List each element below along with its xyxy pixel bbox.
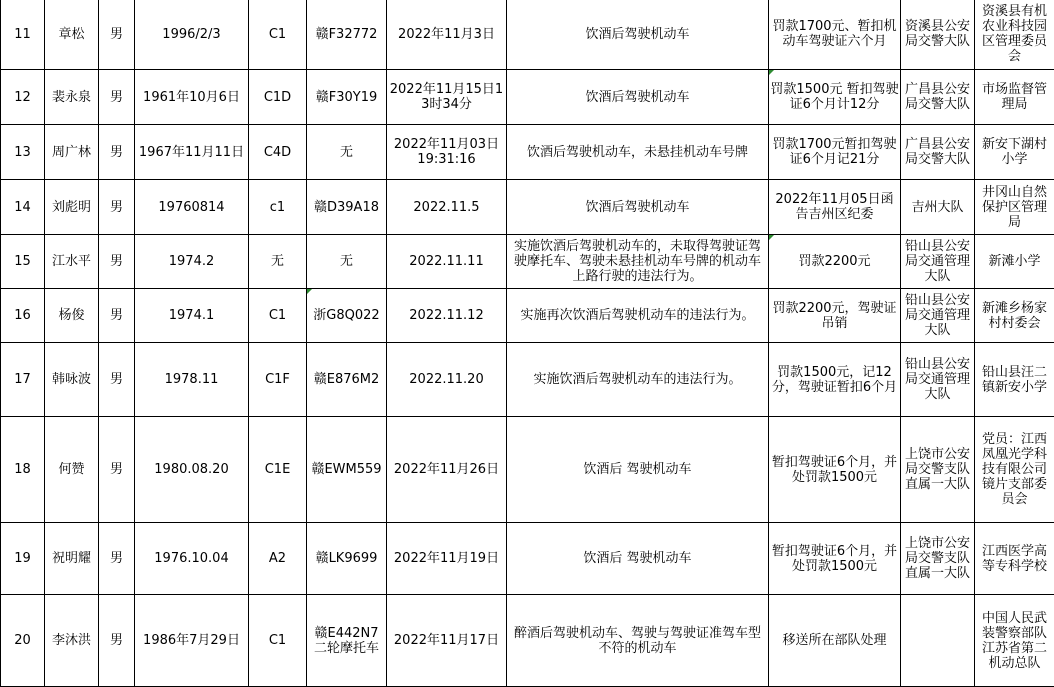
birth-date-cell: 1961年10月6日 xyxy=(135,70,249,125)
name-cell: 杨俊 xyxy=(45,289,99,343)
offense-cell: 实施饮酒后驾驶机动车的，未取得驾驶证驾驶摩托车、驾驶未悬挂机动车号牌的机动车上路行驶的违法行为。 xyxy=(507,235,769,289)
offense-cell: 饮酒后驾驶机动车 xyxy=(507,180,769,235)
table-row xyxy=(1,289,1054,343)
penalty-cell: 暂扣驾驶证6个月，并处罚款1500元 xyxy=(769,523,901,595)
plate-number-cell: 赣F32772 xyxy=(307,0,387,70)
table-row xyxy=(1,125,1054,180)
offense-cell: 饮酒后驾驶机动车，未悬挂机动车号牌 xyxy=(507,125,769,180)
birth-date-cell: 1980.08.20 xyxy=(135,417,249,523)
name-cell: 刘彪明 xyxy=(45,180,99,235)
gender-cell: 男 xyxy=(99,180,135,235)
birth-date-cell: 1976.10.04 xyxy=(135,523,249,595)
agency-cell: 广昌县公安局交警大队 xyxy=(901,70,975,125)
row-number-cell: 20 xyxy=(1,595,45,687)
plate-number-cell: 赣EWM559 xyxy=(307,417,387,523)
name-cell: 韩咏波 xyxy=(45,343,99,417)
gender-cell: 男 xyxy=(99,125,135,180)
birth-date-cell: 1974.2 xyxy=(135,235,249,289)
table-row xyxy=(1,343,1054,417)
agency-cell: 铅山县公安局交通管理大队 xyxy=(901,343,975,417)
employer-cell: 铅山县汪二镇新安小学 xyxy=(975,343,1054,417)
birth-date-cell: 1978.11 xyxy=(135,343,249,417)
plate-number-cell: 赣E876M2 xyxy=(307,343,387,417)
license-class-cell: A2 xyxy=(249,523,307,595)
offense-cell: 实施再次饮酒后驾驶机动车的违法行为。 xyxy=(507,289,769,343)
agency-cell: 铅山县公安局交通管理大队 xyxy=(901,235,975,289)
offense-cell: 饮酒后 驾驶机动车 xyxy=(507,523,769,595)
plate-number-cell: 浙G8Q022 xyxy=(307,289,387,343)
gender-cell: 男 xyxy=(99,523,135,595)
gender-cell: 男 xyxy=(99,235,135,289)
employer-cell: 新滩乡杨家村村委会 xyxy=(975,289,1054,343)
offense-cell: 饮酒后驾驶机动车 xyxy=(507,70,769,125)
penalty-cell: 2022年11月05日函告吉州区纪委 xyxy=(769,180,901,235)
license-class-cell: C1D xyxy=(249,70,307,125)
violation-date-cell: 2022.11.5 xyxy=(387,180,507,235)
penalty-cell: 罚款1500元 暂扣驾驶证6个月计12分 xyxy=(769,70,901,125)
plate-number-cell: 赣LK9699 xyxy=(307,523,387,595)
plate-number-cell: 无 xyxy=(307,235,387,289)
gender-cell: 男 xyxy=(99,417,135,523)
name-cell: 何赞 xyxy=(45,417,99,523)
row-number-cell: 14 xyxy=(1,180,45,235)
violation-date-cell: 2022年11月03日 19:31:16 xyxy=(387,125,507,180)
table-row xyxy=(1,235,1054,289)
employer-cell: 井冈山自然保护区管理局 xyxy=(975,180,1054,235)
violation-date-cell: 2022.11.20 xyxy=(387,343,507,417)
gender-cell: 男 xyxy=(99,595,135,687)
violation-date-cell: 2022年11月15日13时34分 xyxy=(387,70,507,125)
violation-date-cell: 2022年11月26日 xyxy=(387,417,507,523)
birth-date-cell: 1986年7月29日 xyxy=(135,595,249,687)
table-row xyxy=(1,180,1054,235)
license-class-cell: C1 xyxy=(249,0,307,70)
penalty-cell: 罚款2200元 xyxy=(769,235,901,289)
agency-cell: 资溪县公安局交警大队 xyxy=(901,0,975,70)
license-class-cell: C1F xyxy=(249,343,307,417)
row-number-cell: 19 xyxy=(1,523,45,595)
row-number-cell: 12 xyxy=(1,70,45,125)
name-cell: 祝明耀 xyxy=(45,523,99,595)
agency-cell: 上饶市公安局交警支队直属一大队 xyxy=(901,523,975,595)
name-cell: 李沐洪 xyxy=(45,595,99,687)
row-number-cell: 17 xyxy=(1,343,45,417)
license-class-cell: C1 xyxy=(249,289,307,343)
offense-cell: 醉酒后驾驶机动车、驾驶与驾驶证准驾车型不符的机动车 xyxy=(507,595,769,687)
agency-cell: 广昌县公安局交警大队 xyxy=(901,125,975,180)
employer-cell: 资溪县有机农业科技园区管理委员会 xyxy=(975,0,1054,70)
employer-cell: 市场监督管理局 xyxy=(975,70,1054,125)
row-number-cell: 11 xyxy=(1,0,45,70)
birth-date-cell: 1967年11月11日 xyxy=(135,125,249,180)
penalty-cell: 罚款1500元，记12分，驾驶证暂扣6个月 xyxy=(769,343,901,417)
name-cell: 江水平 xyxy=(45,235,99,289)
row-number-cell: 13 xyxy=(1,125,45,180)
table-row xyxy=(1,595,1054,687)
name-cell: 裴永泉 xyxy=(45,70,99,125)
gender-cell: 男 xyxy=(99,0,135,70)
plate-number-cell: 赣D39A18 xyxy=(307,180,387,235)
plate-number-cell: 无 xyxy=(307,125,387,180)
penalty-cell: 罚款1700元、暂扣机动车驾驶证六个月 xyxy=(769,0,901,70)
penalty-cell: 罚款1700元暂扣驾驶证6个月记21分 xyxy=(769,125,901,180)
license-class-cell: C1 xyxy=(249,595,307,687)
table-row xyxy=(1,523,1054,595)
violation-date-cell: 2022.11.11 xyxy=(387,235,507,289)
table-row xyxy=(1,0,1054,70)
offense-cell: 饮酒后 驾驶机动车 xyxy=(507,417,769,523)
license-class-cell: c1 xyxy=(249,180,307,235)
penalty-cell: 移送所在部队处理 xyxy=(769,595,901,687)
violation-date-cell: 2022年11月17日 xyxy=(387,595,507,687)
employer-cell: 新安下湖村小学 xyxy=(975,125,1054,180)
birth-date-cell: 1996/2/3 xyxy=(135,0,249,70)
name-cell: 章松 xyxy=(45,0,99,70)
offense-cell: 饮酒后驾驶机动车 xyxy=(507,0,769,70)
birth-date-cell: 19760814 xyxy=(135,180,249,235)
table-row xyxy=(1,70,1054,125)
license-class-cell: 无 xyxy=(249,235,307,289)
plate-number-cell: 赣F30Y19 xyxy=(307,70,387,125)
agency-cell xyxy=(901,595,975,687)
offense-cell: 实施饮酒后驾驶机动车的违法行为。 xyxy=(507,343,769,417)
name-cell: 周广林 xyxy=(45,125,99,180)
violation-date-cell: 2022年11月3日 xyxy=(387,0,507,70)
employer-cell: 党员：江西凤凰光学科技有限公司镜片支部委员会 xyxy=(975,417,1054,523)
row-number-cell: 18 xyxy=(1,417,45,523)
agency-cell: 上饶市公安局交警支队直属一大队 xyxy=(901,417,975,523)
license-class-cell: C4D xyxy=(249,125,307,180)
agency-cell: 铅山县公安局交通管理大队 xyxy=(901,289,975,343)
table-row xyxy=(1,417,1054,523)
agency-cell: 吉州大队 xyxy=(901,180,975,235)
employer-cell: 江西医学高等专科学校 xyxy=(975,523,1054,595)
gender-cell: 男 xyxy=(99,289,135,343)
violation-date-cell: 2022年11月19日 xyxy=(387,523,507,595)
gender-cell: 男 xyxy=(99,70,135,125)
penalty-cell: 罚款2200元，驾驶证吊销 xyxy=(769,289,901,343)
birth-date-cell: 1974.1 xyxy=(135,289,249,343)
employer-cell: 中国人民武装警察部队江苏省第二机动总队 xyxy=(975,595,1054,687)
plate-number-cell: 赣E442N7 二轮摩托车 xyxy=(307,595,387,687)
row-number-cell: 16 xyxy=(1,289,45,343)
violation-date-cell: 2022.11.12 xyxy=(387,289,507,343)
penalty-cell: 暂扣驾驶证6个月，并处罚款1500元 xyxy=(769,417,901,523)
row-number-cell: 15 xyxy=(1,235,45,289)
gender-cell: 男 xyxy=(99,343,135,417)
license-class-cell: C1E xyxy=(249,417,307,523)
employer-cell: 新滩小学 xyxy=(975,235,1054,289)
